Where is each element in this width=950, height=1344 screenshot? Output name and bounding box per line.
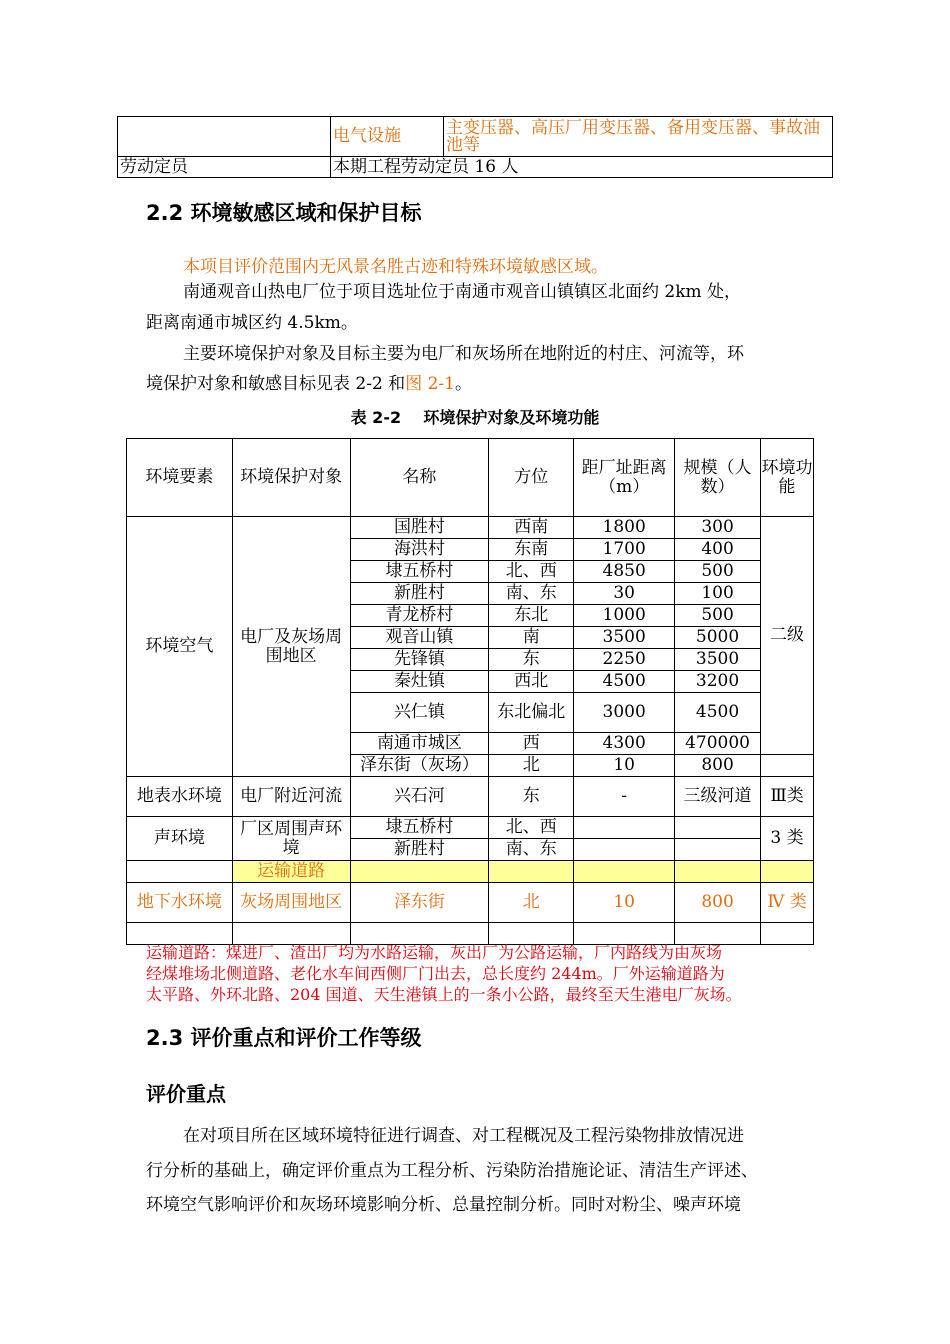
paragraph-no-sensitive-area: 本项目评价范围内无风景名胜古迹和特殊环境敏感区域。 [183, 257, 608, 277]
table-cell [675, 817, 761, 839]
header-cell: 距厂址距离（m） [574, 439, 675, 517]
paragraph-line: 在对项目所在区域环境特征进行调查、对工程概况及工程污染物排放情况进 [183, 1126, 744, 1146]
table-cell: 4850 [574, 561, 675, 583]
paragraph-text: 。 [454, 374, 472, 394]
table-row [127, 777, 814, 817]
note-line: 运输道路：煤进厂、渣出厂均为水路运输，灰出厂为公路运输，厂内路线为由灰场 [146, 943, 723, 962]
table-cell: - [574, 777, 675, 817]
table-cell: 本期工程劳动定员 16 人 [331, 157, 833, 178]
table-cell: 5000 [675, 627, 761, 649]
table-cell: 300 [675, 517, 761, 539]
table-cell: 劳动定员 [118, 157, 331, 178]
table-cell [350, 861, 489, 883]
header-cell: 规模（人数） [675, 439, 761, 517]
table-cell: Ⅳ 类 [761, 883, 814, 923]
table-cell: 北 [489, 883, 574, 923]
header-cell: 方位 [489, 439, 574, 517]
header-cell: 环境保护对象 [232, 439, 350, 517]
environment-protection-table [126, 438, 814, 945]
table-cell: 电厂及灰场周围地区 [232, 517, 350, 777]
table-cell [574, 861, 675, 883]
table-cell: 埭五桥村 [350, 561, 489, 583]
table-cell: 2250 [574, 649, 675, 671]
table-cell [675, 861, 761, 883]
table-cell [574, 839, 675, 861]
table-cell: 470000 [675, 733, 761, 755]
table-header-row [127, 439, 814, 517]
table-cell: 500 [675, 561, 761, 583]
table-cell: 国胜村 [350, 517, 489, 539]
table-cell: Ⅲ类 [761, 777, 814, 817]
figure-reference-link[interactable]: 图 2-1 [405, 374, 455, 394]
transport-road-note [146, 942, 816, 1005]
table-cell: 3 类 [761, 817, 814, 861]
table-cell: 声环境 [127, 817, 233, 861]
table-cell: 主变压器、高压厂用变压器、备用变压器、事故油池等 [444, 117, 833, 157]
paragraph-targets-line2 [146, 368, 472, 400]
table-cell: 泽东街 [350, 883, 489, 923]
table-cell: 灰场周围地区 [232, 883, 350, 923]
section-heading-2-3: 2.3 评价重点和评价工作等级 [146, 1026, 422, 1050]
table-caption: 表 2-2 环境保护对象及环境功能 [350, 408, 600, 427]
table-cell: 4500 [675, 693, 761, 733]
table-cell: 30 [574, 583, 675, 605]
header-cell: 环境功能 [761, 439, 814, 517]
table-cell: 东 [489, 777, 574, 817]
header-cell: 名称 [350, 439, 489, 517]
table-cell [675, 839, 761, 861]
table-cell: 地表水环境 [127, 777, 233, 817]
table-cell: 新胜村 [350, 839, 489, 861]
paragraph-targets-line1: 主要环境保护对象及目标主要为电厂和灰场所在地附近的村庄、河流等，环 [183, 344, 744, 364]
table-cell: 南、东 [489, 839, 574, 861]
table-cell: 南、东 [489, 583, 574, 605]
table-cell: 兴石河 [350, 777, 489, 817]
paragraph-text: 境保护对象和敏感目标见表 2-2 和 [146, 374, 406, 394]
table-cell: 4500 [574, 671, 675, 693]
table-cell: 观音山镇 [350, 627, 489, 649]
paragraph-line: 环境空气影响评价和灰场环境影响分析、总量控制分析。同时对粉尘、噪声环境 [146, 1195, 741, 1215]
table-row [127, 517, 814, 539]
table-cell: 东北 [489, 605, 574, 627]
table-cell: 10 [574, 883, 675, 923]
section-heading-2-2: 2.2 环境敏感区域和保护目标 [146, 201, 422, 225]
table-cell: 3200 [675, 671, 761, 693]
table-cell: 西南 [489, 517, 574, 539]
table-cell [489, 861, 574, 883]
table-cell: 东南 [489, 539, 574, 561]
table-cell [574, 817, 675, 839]
table-cell: 青龙桥村 [350, 605, 489, 627]
table-cell: 500 [675, 605, 761, 627]
note-line: 经煤堆场北侧道路、老化水车间西侧厂门出去，总长度约 244m。厂外运输道路为 [146, 964, 725, 983]
table-cell: 北、西 [489, 817, 574, 839]
table-cell: 埭五桥村 [350, 817, 489, 839]
table-cell: 环境空气 [127, 517, 233, 777]
table-cell: 运输道路 [232, 861, 350, 883]
paragraph-location-line1: 南通观音山热电厂位于项目选址位于南通市观音山镇镇区北面约 2km 处， [183, 282, 742, 302]
table-cell [118, 117, 331, 157]
table-cell: 1800 [574, 517, 675, 539]
table-row [127, 861, 814, 883]
table-cell: 三级河道 [675, 777, 761, 817]
table-cell: 新胜村 [350, 583, 489, 605]
table-cell: 东 [489, 649, 574, 671]
subsection-heading: 评价重点 [146, 1082, 226, 1106]
table-cell: 兴仁镇 [350, 693, 489, 733]
table-cell: 厂区周围声环境 [232, 817, 350, 861]
table-cell: 二级 [761, 517, 814, 755]
table-cell: 泽东街（灰场） [350, 755, 489, 777]
table-cell [761, 861, 814, 883]
table-cell: 1700 [574, 539, 675, 561]
table-cell: 地下水环境 [127, 883, 233, 923]
table-cell: 西北 [489, 671, 574, 693]
table-cell: 先锋镇 [350, 649, 489, 671]
table-cell: 海洪村 [350, 539, 489, 561]
table-cell: 电厂附近河流 [232, 777, 350, 817]
table-cell: 西 [489, 733, 574, 755]
table-cell: 南 [489, 627, 574, 649]
table-cell: 4300 [574, 733, 675, 755]
header-cell: 环境要素 [127, 439, 233, 517]
table-cell: 电气设施 [331, 117, 444, 157]
table-cell [761, 755, 814, 777]
table-cell: 400 [675, 539, 761, 561]
table-cell: 北、西 [489, 561, 574, 583]
table-cell [127, 861, 233, 883]
table-cell: 100 [675, 583, 761, 605]
table-cell: 3000 [574, 693, 675, 733]
table-row [127, 883, 814, 923]
table-cell: 南通市城区 [350, 733, 489, 755]
paragraph-line: 行分析的基础上，确定评价重点为工程分析、污染防治措施论证、清洁生产评述、 [146, 1161, 758, 1181]
project-summary-table [117, 116, 833, 178]
table-cell: 800 [675, 755, 761, 777]
note-line: 太平路、外环北路、204 国道、天生港镇上的一条小公路，最终至天生港电厂灰场。 [146, 985, 742, 1004]
table-cell: 10 [574, 755, 675, 777]
table-cell: 东北偏北 [489, 693, 574, 733]
table-cell: 秦灶镇 [350, 671, 489, 693]
table-cell: 北 [489, 755, 574, 777]
table-cell: 3500 [675, 649, 761, 671]
table-row [127, 817, 814, 839]
table-cell: 3500 [574, 627, 675, 649]
table-cell: 800 [675, 883, 761, 923]
table-cell: 1000 [574, 605, 675, 627]
paragraph-location-line2: 距离南通市城区约 4.5km。 [146, 313, 358, 333]
